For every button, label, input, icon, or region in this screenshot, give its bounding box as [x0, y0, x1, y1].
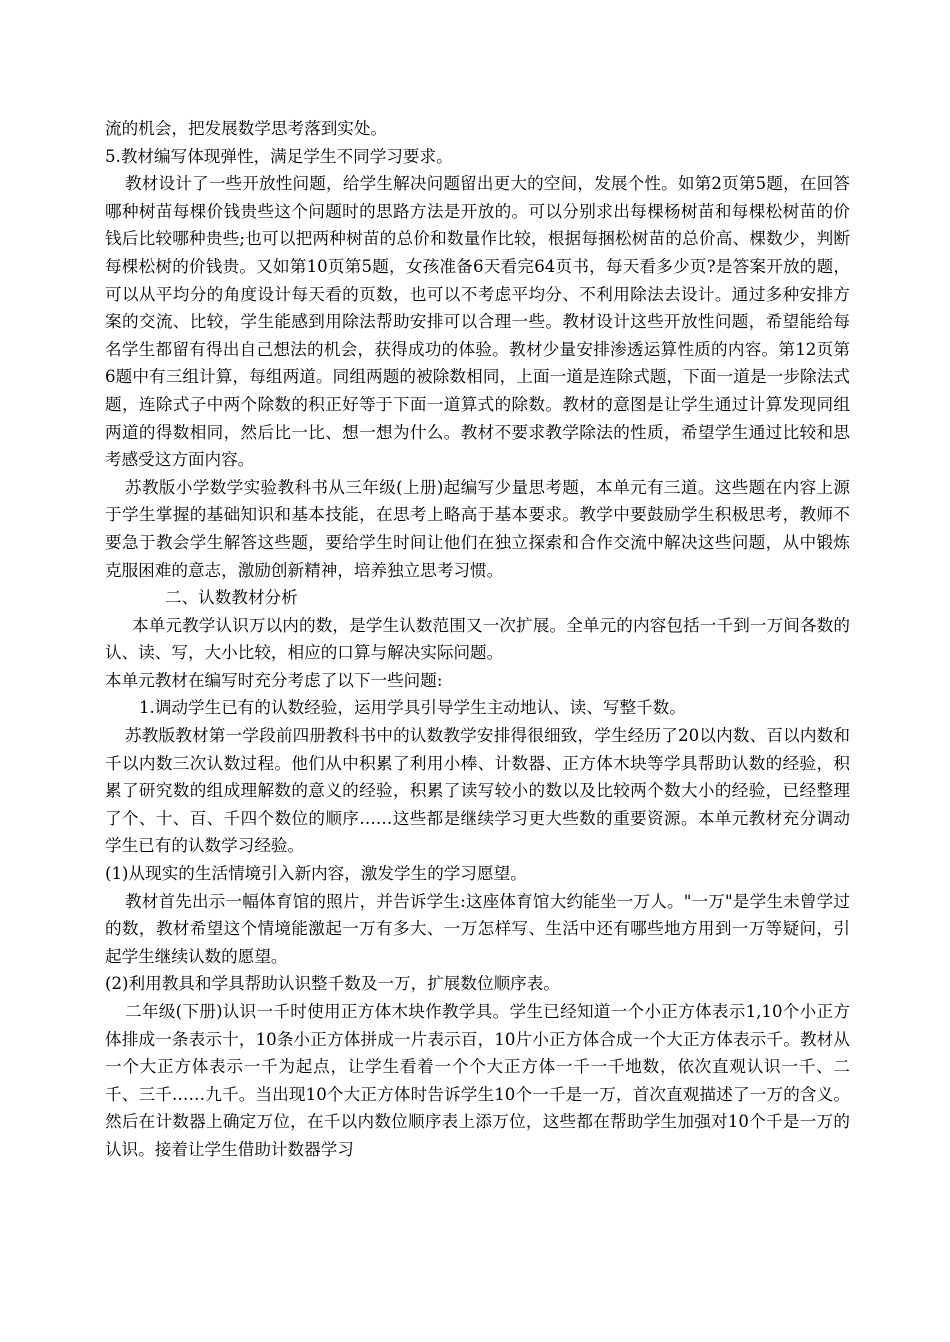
paragraph: 流的机会，把发展数学思考落到实处。: [105, 119, 388, 138]
sub-heading: (2)利用教具和学具帮助认识整千数及一万，扩展数位顺序表。: [105, 974, 560, 994]
document-page: [105, 115, 850, 1164]
section-heading: 二、认数教材分析: [165, 588, 298, 608]
list-item-heading: 5.教材编写体现弹性，满足学生不同学习要求。: [105, 146, 453, 166]
sub-heading: (1)从现实的生活情境引入新内容，激发学生的学习愿望。: [105, 864, 527, 884]
paragraph: 二年级(下册)认识一千时使用正方体木块作教学具。学生已经知道一个小正方体表示1,10个小正方体排成一条表示十，10条小正方体拼成一片表示百，10片小正方体合成一个大正方体表示千。教材从一个大正方体表示一千为起点，让学生看着一个个大正方体一千一千地数，依次直观认识一千、二千、三千……九千。当出现10个大正方体时告诉学生10个一千是一万，首次直观描述了一万的含义。然后在计数器上确定万位，在千以内数位顺序表上添万位，这些都在帮助学生加强对10个千是一万的认识。接着让学生借助计数器学习: [105, 1002, 850, 1159]
paragraph: 苏教版小学数学实验教科书从三年级(上册)起编写少量思考题，本单元有三道。这些题在内容上源于学生掌握的基础知识和基本技能，在思考上略高于基本要求。教学中要鼓励学生积极思考，教师不要急于教会学生解答这些题，要给学生时间让他们在独立探索和合作交流中解决这些问题，从中锻炼克服困难的意志，激励创新精神，培养独立思考习惯。: [105, 477, 850, 580]
paragraph: 苏教版教材第一学段前四册教科书中的认数教学安排得很细致，学生经历了20以内数、百以内数和千以内数三次认数过程。他们从中积累了利用小棒、计数器、正方体木块等学具帮助认数的经验，积累了研究数的组成理解数的意义的经验，积累了读写较小的数以及比较两个数大小的经验，已经整理了个、十、百、千四个数位的顺序……这些都是继续学习更大些数的重要资源。本单元教材充分调动学生已有的认数学习经验。: [105, 726, 850, 856]
paragraph: 教材首先出示一幅体育馆的照片，并告诉学生:这座体育馆大约能坐一万人。"一万"是学生未曾学过的数，教材希望这个情境能激起一万有多大、一万怎样写、生活中还有哪些地方用到一万等疑问，引起学生继续认数的愿望。: [105, 891, 850, 966]
paragraph: 本单元教学认识万以内的数，是学生认数范围又一次扩展。全单元的内容包括一千到一万间各数的认、读、写，大小比较，相应的口算与解决实际问题。: [105, 615, 850, 663]
paragraph: 教材设计了一些开放性问题，给学生解决问题留出更大的空间，发展个性。如第2页第5题，在回答哪种树苗每棵价钱贵些这个问题时的思路方法是开放的。可以分别求出每棵杨树苗和每棵松树苗的价钱后比较哪种贵些;也可以把两种树苗的总价和数量作比较，根据每捆松树苗的总价高、棵数少，判断每棵松树的价钱贵。又如第10页第5题，女孩准备6天看完64页书，每天看多少页?是答案开放的题，可以从平均分的角度设计每天看的页数，也可以不考虑平均分、不利用除法去设计。通过多种安排方案的交流、比较，学生能感到用除法帮助安排可以合理一些。教材设计这些开放性问题，希望能给每名学生都留有得出自己想法的机会，获得成功的体验。教材少量安排渗透运算性质的内容。第12页第6题中有三组计算，每组两道。同组两题的被除数相同，上面一道是连除式题，下面一道是一步除法式题，连除式子中两个除数的积正好等于下面一道算式的除数。教材的意图是让学生通过计算发现同组两道的得数相同，然后比一比、想一想为什么。教材不要求教学除法的性质，希望学生通过比较和思考感受这方面内容。: [105, 174, 850, 470]
list-item-heading: 1.调动学生已有的认数经验，运用学具引导学生主动地认、读、写整千数。: [139, 698, 686, 718]
paragraph: 本单元教材在编写时充分考虑了以下一些问题:: [105, 670, 443, 690]
